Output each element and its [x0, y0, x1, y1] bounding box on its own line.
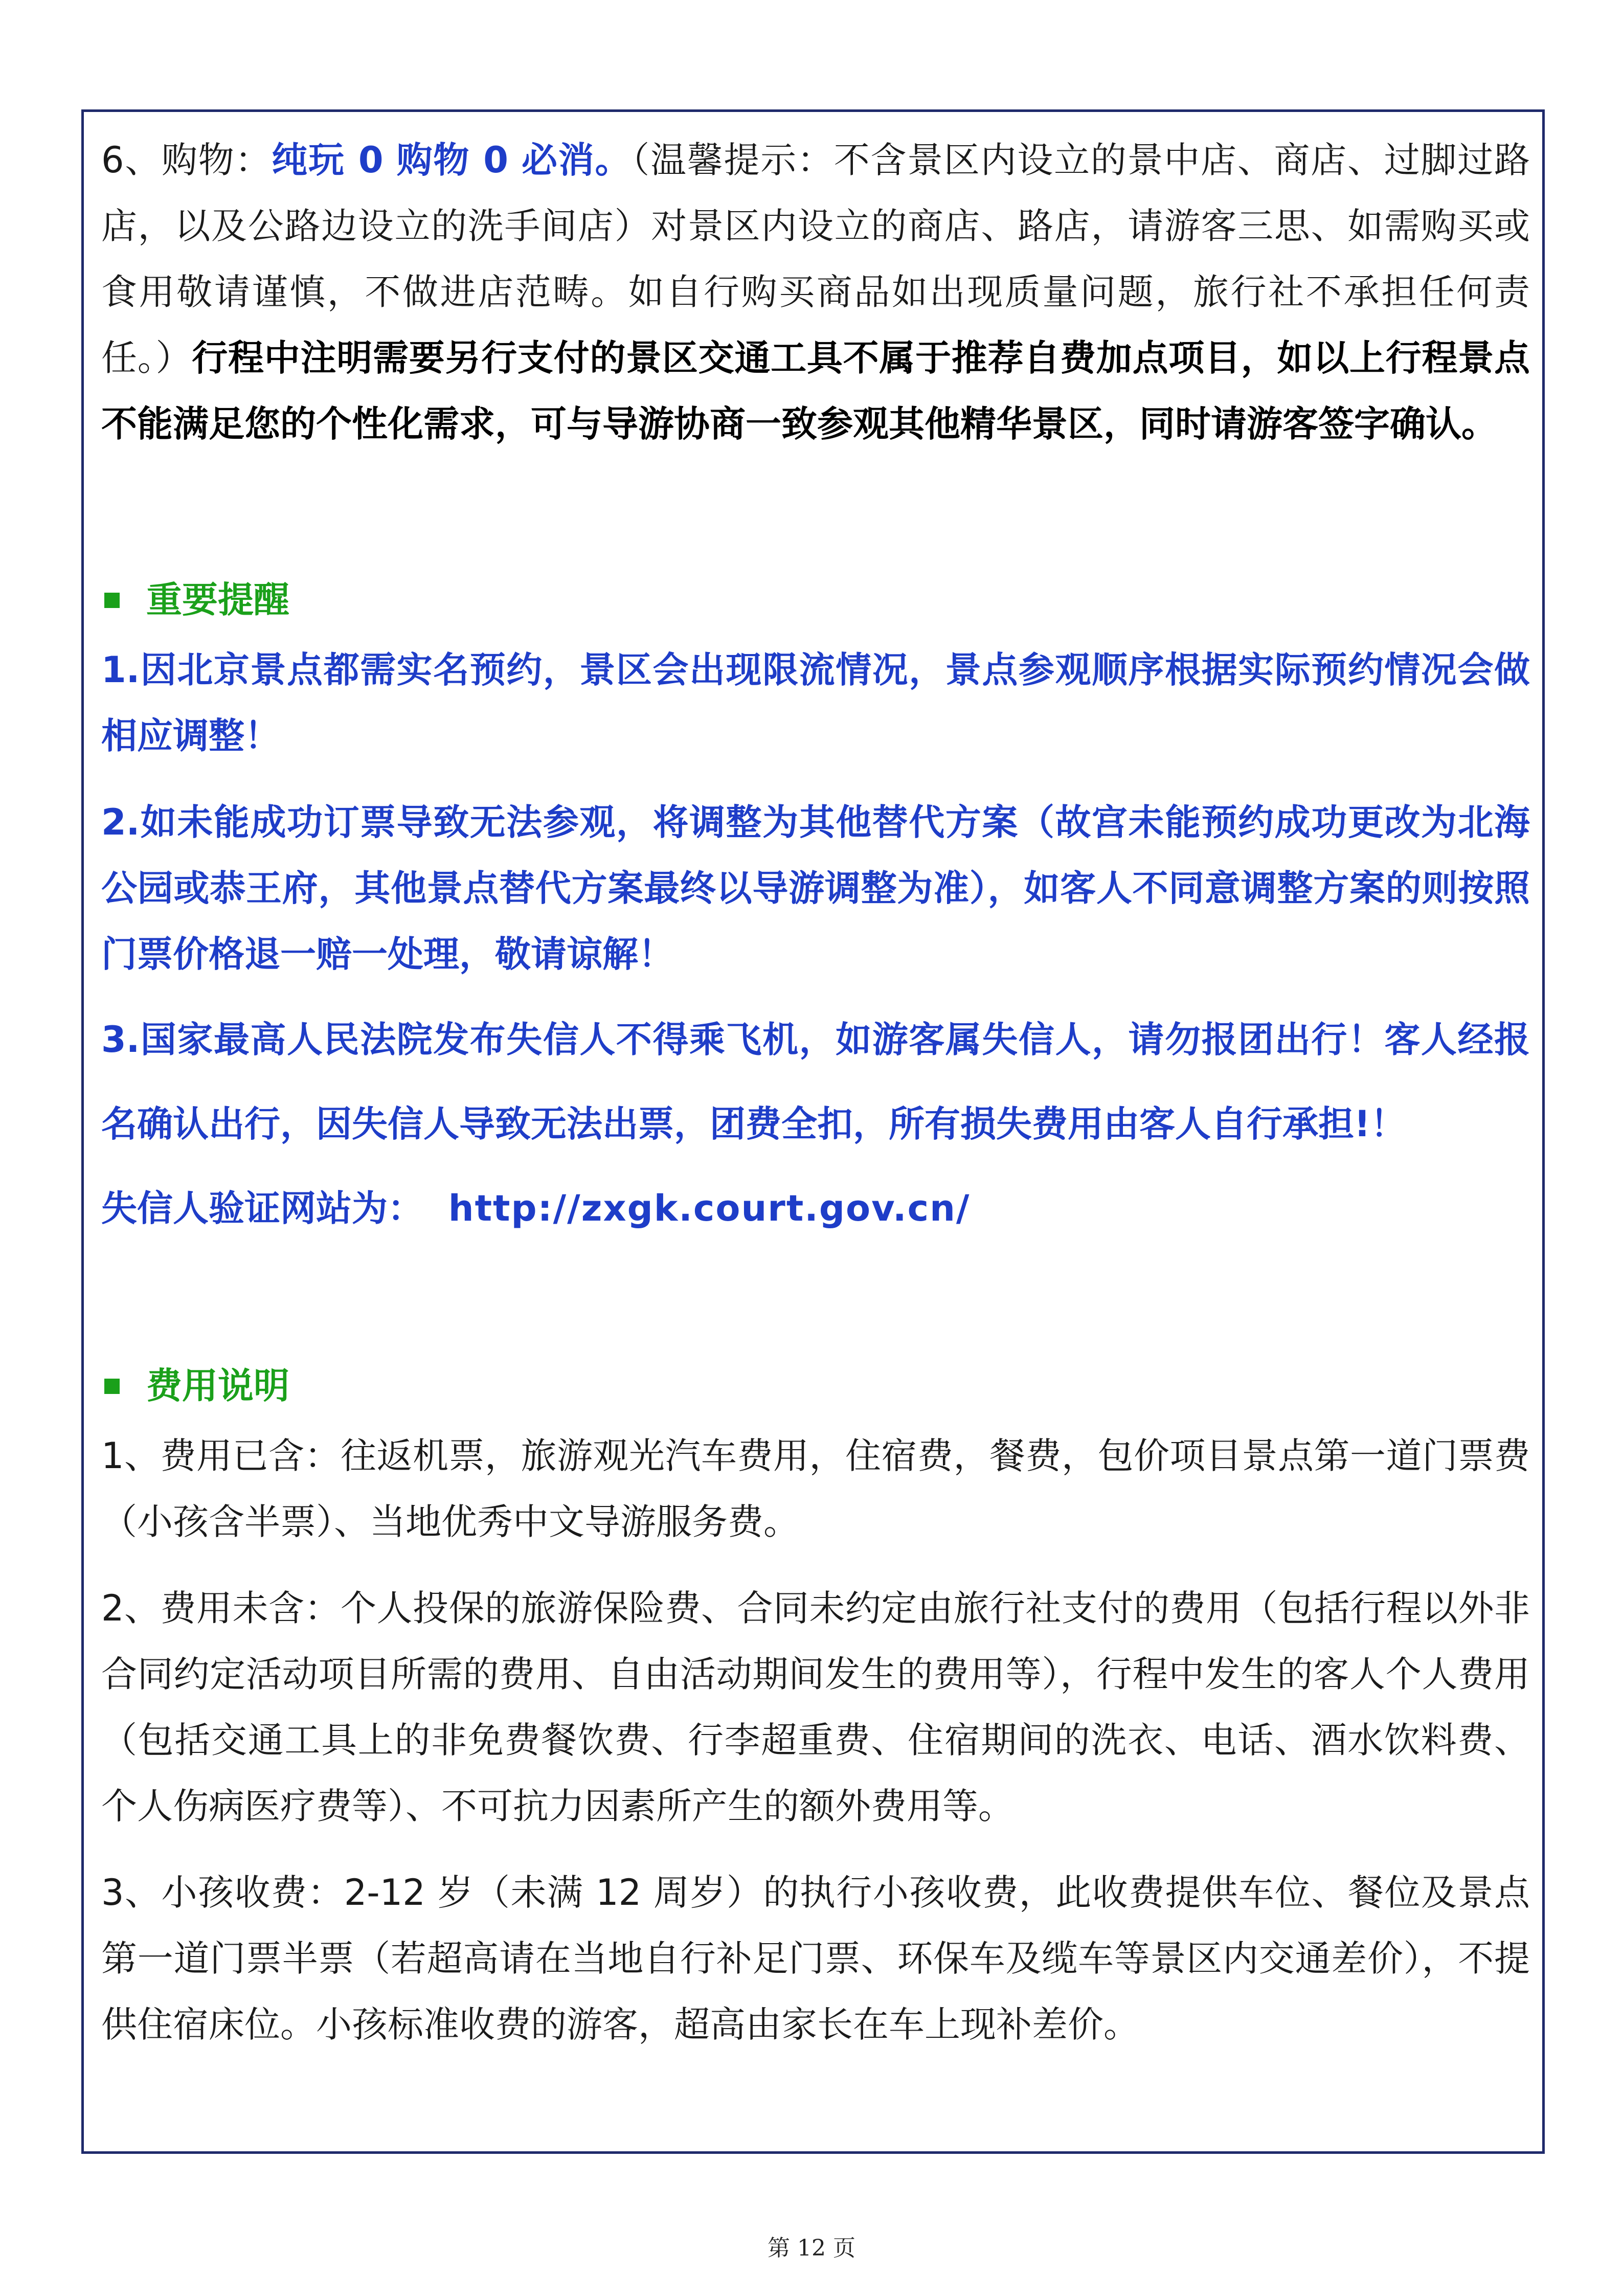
shopping-note: （温馨提示：不含景区内设立的景中店、商店、过脚过路店，以及公路边设立的洗手间店）对景区内设立的商店、路店，请游客三思、如需购买或食用敬请谨慎，不做进店范畴。如自行购买商品如出现质量问题，旅行社不承担任何责任。） [101, 139, 1530, 379]
verify-url-link[interactable]: http://zxgk.court.gov.cn/ [448, 1187, 971, 1229]
shopping-highlight: 纯玩 0 购物 0 必消。 [272, 139, 632, 181]
verify-label: 失信人验证网站为： [101, 1187, 423, 1229]
verify-line [101, 1166, 1530, 1251]
reminder-item-2: 2.如未能成功订票导致无法参观，将调整为其他替代方案（故宫未能预约成功更改为北海公园或恭王府，其他景点替代方案最终以导游调整为准），如客人不同意调整方案的则按照门票价格退一赔一处理，敬请谅解！ [101, 801, 1530, 975]
reminder-item-1: 1.因北京景点都需实名预约，景区会出现限流情况，景点参观顺序根据实际预约情况会做相应调整！ [101, 649, 1530, 757]
reminders-heading-text: 重要提醒 [146, 579, 289, 621]
shopping-bold-note: 行程中注明需要另行支付的景区交通工具不属于推荐自费加点项目，如以上行程景点不能满足您的个性化需求，可与导游协商一致参观其他精华景区，同时请游客签字确认。 [101, 337, 1530, 445]
fees-heading [101, 1353, 1530, 1419]
shopping-paragraph [101, 127, 1530, 457]
spacer [101, 457, 1530, 567]
square-bullet-icon [104, 1379, 120, 1394]
shopping-label: 6、购物： [101, 139, 272, 181]
square-bullet-icon [104, 593, 120, 608]
page-number: 第 12 页 [768, 2235, 855, 2261]
spacer [101, 1251, 1530, 1353]
reminders-heading [101, 567, 1530, 633]
fee-item-3: 3、小孩收费：2-12 岁（未满 12 周岁）的执行小孩收费，此收费提供车位、餐位及景点第一道门票半票（若超高请在当地自行补足门票、环保车及缆车等景区内交通差价），不提供住宿床位。小孩标准收费的游客，超高由家长在车上现补差价。 [101, 1872, 1530, 2045]
fee-item-1: 1、费用已含：往返机票，旅游观光汽车费用，住宿费，餐费，包价项目景点第一道门票费（小孩含半票）、当地优秀中文导游服务费。 [101, 1435, 1530, 1543]
fee-item-2: 2、费用未含：个人投保的旅游保险费、合同未约定由旅行社支付的费用（包括行程以外非合同约定活动项目所需的费用、自由活动期间发生的费用等），行程中发生的客人个人费用（包括交通工具上的非免费餐饮费、行李超重费、住宿期间的洗衣、电话、酒水饮料费、个人伤病医疗费等）、不可抗力因素所产生的额外费用等。 [101, 1587, 1530, 1827]
reminder-item-3: 3.国家最高人民法院发布失信人不得乘飞机，如游客属失信人，请勿报团出行！客人经报名确认出行，因失信人导致无法出票，团费全扣，所有损失费用由客人自行承担!！ [101, 1019, 1530, 1145]
itinerary-content-box [81, 109, 1545, 2154]
fees-heading-text: 费用说明 [146, 1365, 289, 1407]
